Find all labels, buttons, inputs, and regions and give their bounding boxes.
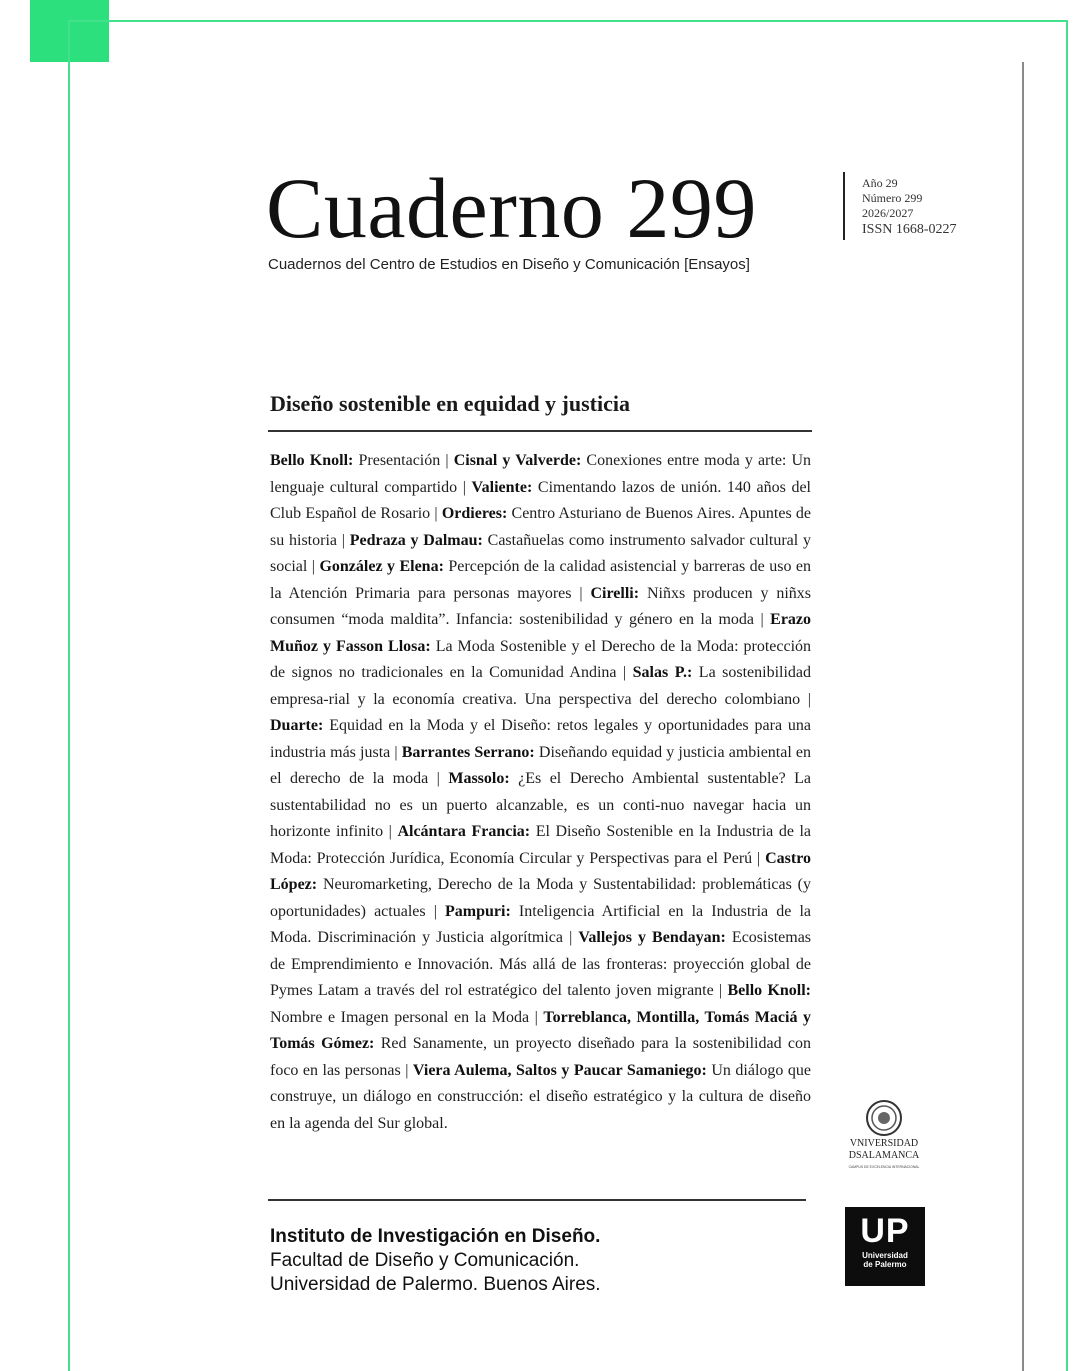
table-of-contents [270, 448, 811, 1137]
entry-separator: | [390, 743, 402, 761]
meta-issn: ISSN 1668-0227 [862, 222, 957, 237]
entry-authors: Erazo Muñoz y Fasson Llosa: [270, 611, 812, 655]
entry-authors: Bello Knoll: [270, 452, 354, 469]
meta-divider [843, 172, 845, 240]
entry-authors: González y Elena: [319, 558, 444, 575]
institution-line-3: Universidad de Palermo. Buenos Aires. [270, 1274, 601, 1295]
entry-authors: Cisnal y Valverde: [453, 452, 582, 469]
usal-line-3: CAMPUS DE EXCELENCIA INTERNACIONAL [848, 1165, 920, 1169]
entry-title: La sostenibilidad empresa-rial y la economía creativa. Una perspectiva del derecho colombiano [270, 664, 812, 708]
entry-authors: Vallejos y Bendayan: [578, 929, 726, 946]
usal-line-1: VNIVERSIDAD [849, 1138, 919, 1149]
entry-title: Neuromarketing, Derecho de la Moda y Sustentabilidad: problemáticas (y oportunidades) actuales [270, 876, 812, 920]
entry-authors: Pampuri: [445, 902, 511, 920]
entry-authors: Barrantes Serrano: [401, 743, 535, 761]
section-title: Diseño sostenible en equidad y justicia [270, 391, 630, 416]
institution-line-2: Facultad de Diseño y Comunicación. [270, 1250, 580, 1271]
meta-year: Año 29 [862, 176, 898, 190]
journal-subtitle: Cuadernos del Centro de Estudios en Diseño y Comunicación [Ensayos] [268, 256, 750, 273]
entry-authors: Alcántara Francia: [397, 823, 531, 840]
entry-title: Ecosistemas de Emprendimiento e Innovación. Más allá de las fronteras: proyección global de Pymes Latam a través del rol estratégico del talento joven migrante [270, 929, 812, 999]
entry-title: Red Sanamente, un proyecto diseñado para la sostenibilidad con foco en las personas [270, 1035, 812, 1079]
entry-title: Centro Asturiano de Buenos Aires. Apuntes de su historia [270, 505, 812, 549]
up-logo-mark: UP [860, 1212, 910, 1250]
entry-title: Nombre e Imagen personal en la Moda [270, 1008, 530, 1026]
entry-title: Un diálogo que construye, un diálogo en construcción: el diseño estratégico y la cultura de diseño en la agenda del Sur global. [270, 1061, 811, 1132]
entry-title: Niñxs producen y niñxs consumen “moda maldita”. Infancia: sostenibilidad y género en la moda [270, 584, 812, 628]
entry-separator: | [425, 902, 446, 920]
contents-entry [270, 452, 440, 469]
entry-separator: | [430, 505, 442, 522]
entry-separator: | [563, 929, 579, 946]
up-logo-line-1: Universidad [862, 1251, 908, 1260]
entry-separator: | [428, 770, 449, 787]
up-logo [845, 1207, 925, 1286]
entry-separator: | [307, 558, 320, 575]
frame-right-border [1066, 20, 1068, 1371]
page-edge-rule [1022, 62, 1024, 1371]
entry-authors: Castro López: [270, 849, 812, 893]
entry-separator: | [713, 982, 728, 999]
entry-title: Equidad en la Moda y el Diseño: retos legales y oportunidades para una industria más justa [270, 717, 812, 761]
entry-authors: Duarte: [270, 717, 324, 734]
meta-number: Número 299 [862, 191, 923, 205]
entry-title: Castañuelas como instrumento salvador cultural y social [270, 531, 812, 575]
entry-separator: | [754, 611, 771, 628]
entry-title: Inteligencia Artificial en la Industria de la Moda. Discriminación y Justicia algorítmica [270, 902, 812, 946]
issue-meta [862, 176, 957, 238]
entry-authors: Valiente: [471, 478, 533, 496]
entry-title: ¿Es el Derecho Ambiental sustentable? La sustentabilidad no es un puerto alcanzable, es un conti-nuo navegar hacia un horizonte infinito [270, 770, 812, 840]
journal-title: Cuaderno 299 [266, 160, 757, 256]
entry-separator: | [440, 452, 454, 469]
entry-title: Percepción de la calidad asistencial y barreras de uso en la Atención Primaria para personas mayores [270, 558, 812, 602]
entry-authors: Ordieres: [441, 505, 508, 522]
entry-separator: | [571, 584, 591, 602]
entry-separator: | [752, 849, 766, 867]
entry-separator: | [529, 1008, 544, 1026]
entry-authors: Salas P.: [632, 664, 693, 681]
entry-separator: | [800, 690, 811, 708]
entry-authors: Viera Aulema, Saltos y Paucar Samaniego: [412, 1061, 707, 1079]
university-seal-icon [867, 1101, 901, 1135]
entry-title: Diseñando equidad y justicia ambiental en el derecho de la moda [270, 743, 812, 787]
usal-line-2: DSALAMANCA [848, 1150, 920, 1161]
entry-separator: | [457, 478, 472, 496]
entry-separator: | [383, 823, 398, 840]
entry-separator: | [337, 531, 350, 549]
entry-authors: Bello Knoll: [727, 982, 812, 999]
entry-title: El Diseño Sostenible en la Industria de la Moda: Protección Jurídica, Economía Circular y Perspectivas para el Perú [270, 823, 812, 867]
entry-title: Presentación [358, 452, 441, 469]
entry-authors: Pedraza y Dalmau: [349, 531, 483, 549]
entry-title: La Moda Sostenible y el Derecho de la Moda: protección de signos no tradicionales en la Comunidad Andina [270, 637, 812, 681]
entry-authors: Cirelli: [590, 584, 640, 602]
meta-period: 2026/2027 [862, 206, 914, 220]
section-divider-bottom [268, 1199, 806, 1201]
usal-logo [836, 1098, 932, 1178]
institution-block [270, 1225, 601, 1297]
entry-separator: | [616, 664, 633, 681]
entry-title: Cimentando lazos de unión. 140 años del Club Español de Rosario [270, 478, 812, 522]
entry-title: Conexiones entre moda y arte: Un lenguaje cultural compartido [270, 452, 812, 496]
frame-left-border [68, 20, 70, 1371]
entry-authors: Massolo: [448, 770, 510, 787]
frame-top-border [68, 20, 1068, 22]
section-divider-top [268, 430, 812, 432]
institution-line-1: Instituto de Investigación en Diseño. [270, 1226, 601, 1247]
up-logo-line-2: de Palermo [863, 1260, 907, 1269]
entry-separator: | [400, 1061, 413, 1079]
entry-authors: Torreblanca, Montilla, Tomás Maciá y Tomás Gómez: [270, 1008, 812, 1052]
